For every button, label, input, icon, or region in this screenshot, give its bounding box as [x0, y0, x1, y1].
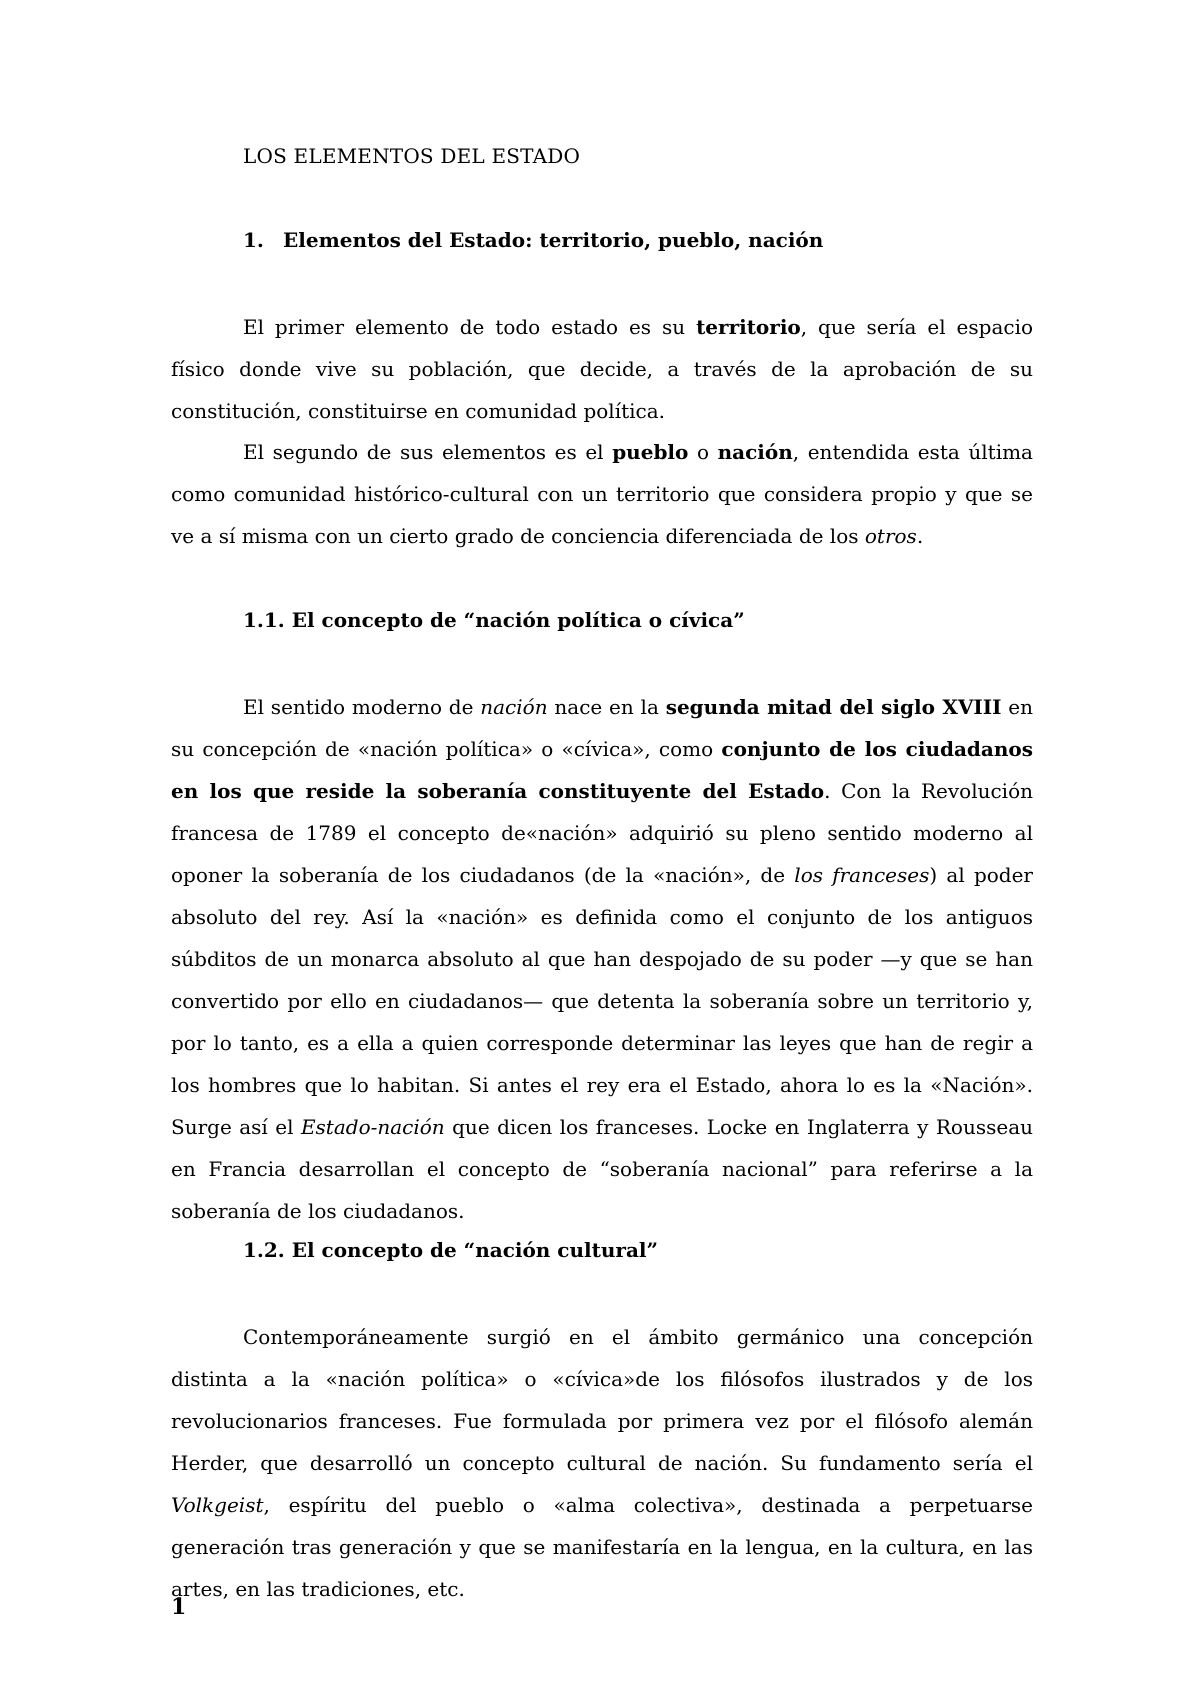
text-run: El primer elemento de todo estado es su: [243, 315, 697, 339]
document-title: LOS ELEMENTOS DEL ESTADO: [243, 144, 581, 168]
text-run: ) al poder absoluto del rey. Así la «nación» es definida como el conjunto de los antiguos súbditos de un monarca absoluto al que han despojado de su poder —y que se han convertido por ello en ciudadanos— que detenta la soberanía sobre un territorio y, por lo tanto, es a ella a quien corresponde determinar las leyes que han de regir a los hombres que lo habitan. Si antes el rey era el Estado, ahora lo es la «Nación». Surge así el: [171, 863, 1033, 1139]
bold-term-conjunto-ciudadanos: conjunto de los ciudadanos en los que reside la soberanía constituyente del Estado: [171, 737, 1034, 803]
page-number: 1: [171, 1594, 187, 1620]
text-run: o: [688, 440, 718, 464]
section-1-1-heading: 1.1. El concepto de “nación política o cívica”: [243, 608, 745, 632]
bold-term-territorio: territorio: [696, 315, 801, 339]
text-run: , que sería el espacio físico donde vive su población, que decide, a través de la aprobación de su constitución, constituirse en comunidad política.: [171, 315, 1034, 423]
paragraph-nacion-cultural: [171, 1316, 1033, 1610]
paragraph-territorio: [171, 306, 1033, 432]
section-1-number: 1.: [243, 228, 264, 252]
italic-term-otros: otros: [864, 524, 917, 548]
text-run: que dicen los franceses. Locke en Inglaterra y Rousseau en Francia desarrollan el concepto de “soberanía nacional” para referirse a la soberanía de los ciudadanos.: [171, 1115, 1034, 1223]
italic-term-nacion: nación: [480, 695, 548, 719]
text-run: , entendida esta última como comunidad histórico-cultural con un territorio que considera propio y que se ve a sí misma con un cierto grado de conciencia diferenciada de los: [171, 440, 1033, 548]
text-run: . Con la Revolución francesa de 1789 el concepto de«nación» adquirió su pleno sentido moderno al oponer la soberanía de los ciudadanos (de la «nación», de: [171, 779, 1033, 887]
section-1-heading: [243, 228, 823, 252]
text-run: , espíritu del pueblo o «alma colectiva», destinada a perpetuarse generación tras generación y que se manifestaría en la lengua, en la cultura, en las artes, en las tradiciones, etc.: [171, 1493, 1033, 1601]
bold-term-nacion: nación: [717, 440, 793, 464]
paragraph-pueblo-nacion: [171, 431, 1033, 557]
text-run: en su concepción de «nación política» o «cívica», como: [171, 695, 1033, 761]
bold-term-siglo-xviii: segunda mitad del siglo XVIII: [665, 695, 1002, 719]
text-run: El segundo de sus elementos es el: [243, 440, 613, 464]
italic-term-estado-nacion: Estado-nación: [300, 1115, 445, 1139]
bold-term-pueblo: pueblo: [612, 440, 689, 464]
section-1-heading-text: Elementos del Estado: territorio, pueblo, nación: [283, 228, 824, 252]
text-run: El sentido moderno de: [243, 695, 481, 719]
italic-term-volkgeist: Volkgeist: [171, 1493, 264, 1517]
section-1-2-heading: 1.2. El concepto de “nación cultural”: [243, 1238, 658, 1262]
paragraph-nacion-politica: [171, 686, 1033, 1232]
text-run: Contemporáneamente surgió en el ámbito germánico una concepción distinta a la «nación política» o «cívica»de los filósofos ilustrados y de los revolucionarios franceses. Fue formulada por primera vez por el filósofo alemán Herder, que desarrolló un concepto cultural de nación. Su fundamento sería el: [171, 1325, 1033, 1475]
italic-term-los-franceses: los franceses: [794, 863, 930, 887]
text-run: .: [916, 524, 924, 548]
text-run: nace en la: [547, 695, 666, 719]
